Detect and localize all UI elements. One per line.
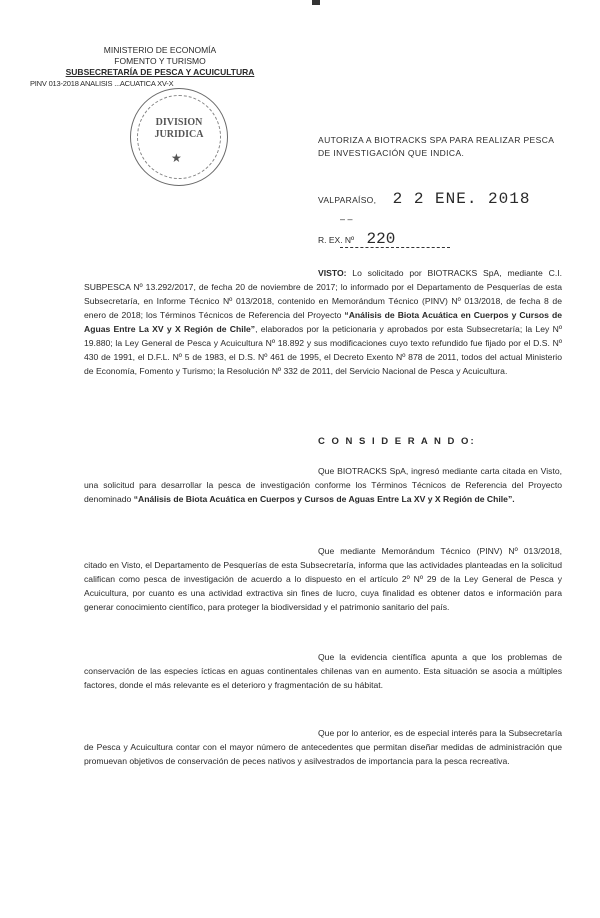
rex-underline xyxy=(340,247,450,248)
visto-text-2: , elaborados por la peticionaria y aprobados por esta Subsecretaría; la Ley Nº 19.880; la Ley General de Pesca y Acuicultura Nº 18.892 y sus modificaciones cuyo texto refundido fue fijado por el D.S. Nº 430 de 1991, el D.F.L. Nº 5 de 1983, el D.S. Nº 461 de 1995, el Decreto Exento Nº 878 de 2011, todos del actual Ministerio de Economía, Fomento y Turismo; la Resolución Nº 332 de 2011, del Servicio Nacional de Pesca y Acuicultura. xyxy=(84,324,563,376)
file-reference: PINV 013-2018 ANALISIS ...ACUATICA XV-X xyxy=(30,79,174,88)
ministry-subtitle: FOMENTO Y TURISMO xyxy=(114,56,206,66)
city: VALPARAÍSO, xyxy=(318,195,377,205)
exempt-resolution-number xyxy=(318,230,450,248)
undersecretariat-name: SUBSECRETARÍA DE PESCA Y ACUICULTURA xyxy=(65,67,255,77)
considering-1-project: “Análisis de Biota Acuática en Cuerpos y Cursos de Aguas Entre La XV y X Región de Chile”. xyxy=(133,494,515,504)
considering-3-text: Que la evidencia científica apunta a que los problemas de conservación de las especies ícticas en aguas continentales chilenas van en aumento. Esta situación se asocia a múltiples factores, donde el más relevante es el deterioro y fragmentación de su hábitat. xyxy=(84,652,562,690)
visto-text-1: Lo solicitado por BIOTRACKS SpA, mediante C.I. SUBPESCA Nº 13.292/2017, de fecha 20 de noviembre de 2017; lo informado por el Departamento de Pesquerías de esta Subsecretaría, en Informe Técnico Nº 013/2018, contenido en Memorándum Técnico (PINV) Nº 013/2018, de fecha 8 de enero de 2018; los Términos Técnicos de Referencia del Proyecto xyxy=(84,268,562,320)
legal-division-seal xyxy=(130,88,228,186)
dash-mark: – – xyxy=(340,214,353,224)
top-edge-mark xyxy=(312,0,320,5)
considering-2-text: Que mediante Memorándum Técnico (PINV) Nº 013/2018, citado en Visto, el Departamento de Pesquerías de esta Subsecretaría, informa que las actividades planteadas en la solicitud califican como pesca de investigación de acuerdo a lo dispuesto en el artículo 2º Nº 29 de la Ley General de Pesca y Acuicultura, por cuanto es una actividad extractiva sin fines de lucro, cuya finalidad es obtener datos e información para generar conocimiento científico, para proteger la biodiversidad y el patrimonio sanitario del país. xyxy=(84,546,562,612)
project-name: “Análisis de Biota Acuática en Cuerpos y Cursos de Aguas Entre La XV y X Región de Chile” xyxy=(84,310,562,334)
seal-star-icon: ★ xyxy=(171,151,182,165)
rex-number: 220 xyxy=(366,230,396,248)
ministry-name: MINISTERIO DE ECONOMÍA xyxy=(103,45,217,55)
considering-4 xyxy=(84,726,562,768)
seal-text xyxy=(131,117,227,141)
visto-paragraph xyxy=(84,266,562,378)
considering-4-text: Que por lo anterior, es de especial interés para la Subsecretaría de Pesca y Acuicultura contar con el mayor número de antecedentes que permitan diseñar medidas de administración que promuevan objetivos de conservación de peces nativos y asilvestrados de importancia para la pesca recreativa. xyxy=(84,728,562,766)
considering-2 xyxy=(84,544,562,614)
considering-1 xyxy=(84,464,562,506)
considerando-heading: C O N S I D E R A N D O: xyxy=(318,436,476,447)
resolution-subject: AUTORIZA A BIOTRACKS SPA PARA REALIZAR PESCA DE INVESTIGACIÓN QUE INDICA. xyxy=(318,135,554,158)
visto-label: VISTO: xyxy=(318,268,347,278)
considering-3 xyxy=(84,650,562,692)
considering-1-text: Que BIOTRACKS SpA, ingresó mediante carta citada en Visto, una solicitud para desarrollar la pesca de investigación conforme los Términos Técnicos de Referencia del Proyecto denominado xyxy=(84,466,562,504)
seal-text-line1: DIVISION xyxy=(155,117,203,128)
letterhead xyxy=(30,45,290,89)
seal-text-line2: JURIDICA xyxy=(154,129,204,140)
rex-label: R. EX. Nº xyxy=(318,235,355,245)
stamped-date: 2 2 ENE. 2018 xyxy=(392,190,531,208)
date-line xyxy=(318,190,530,208)
